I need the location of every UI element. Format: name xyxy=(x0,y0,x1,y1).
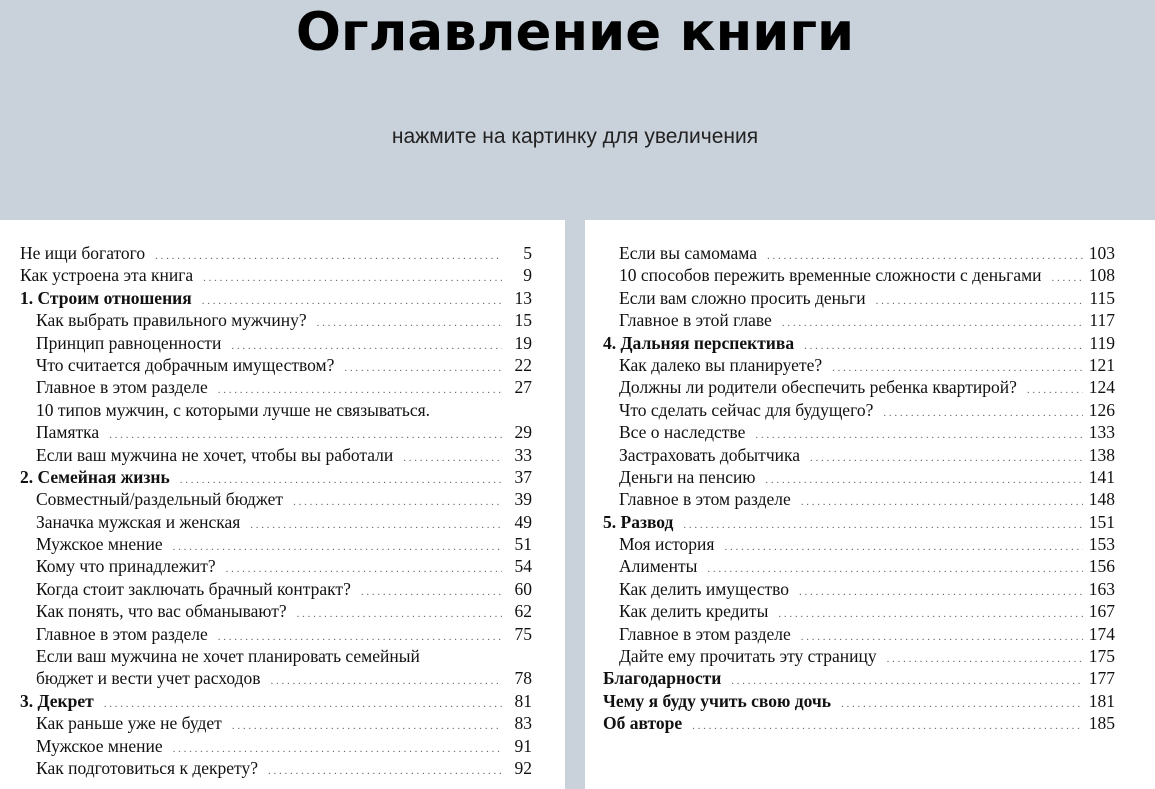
toc-entry-title: Что сделать сейчас для будущего? xyxy=(619,399,874,420)
toc-leader-dots xyxy=(799,581,1083,603)
toc-entry-page: 27 xyxy=(514,377,532,398)
toc-entry xyxy=(20,578,532,600)
toc-entry-title: Мужское мнение xyxy=(36,735,163,756)
toc-leader-dots xyxy=(1027,379,1083,401)
toc-entry-title: Когда стоит заключать брачный контракт? xyxy=(36,578,351,599)
toc-entry-title: 1. Строим отношения xyxy=(20,287,192,308)
page-subtitle: нажмите на картинку для увеличения xyxy=(391,125,759,148)
toc-entry-title: Как далеко вы планируете? xyxy=(619,354,823,375)
toc-entry-title: Если вам сложно просить деньги xyxy=(619,287,866,308)
toc-entry-page: 81 xyxy=(514,690,532,711)
toc-entry-page: 103 xyxy=(1088,243,1115,263)
toc-entry xyxy=(20,533,532,555)
toc-entry-page: 141 xyxy=(1088,466,1115,487)
toc-entry-page: 33 xyxy=(514,444,532,465)
toc-entry xyxy=(20,376,532,398)
toc-entry-title: Дайте ему прочитать эту страницу xyxy=(619,646,877,667)
toc-entry xyxy=(603,667,1115,689)
toc-entry-title: 3. Декрет xyxy=(20,690,94,711)
toc-entry xyxy=(20,667,532,689)
toc-image-left-page[interactable] xyxy=(0,220,565,789)
toc-entry-page: 181 xyxy=(1088,690,1115,711)
toc-entry xyxy=(603,645,1115,667)
toc-entry-title: 5. Развод xyxy=(603,511,674,532)
toc-entry-page: 117 xyxy=(1089,310,1115,331)
toc-entry-title: Мужское мнение xyxy=(36,534,163,555)
toc-entry-page: 39 xyxy=(514,489,532,510)
toc-entry-title: Чему я буду учить свою дочь xyxy=(603,690,832,711)
toc-entry-title: Как устроена эта книга xyxy=(20,265,194,286)
toc-entry-page: 78 xyxy=(514,668,532,689)
toc-entry xyxy=(603,444,1115,466)
toc-entry-page: 83 xyxy=(514,713,532,734)
toc-leader-dots xyxy=(250,514,502,536)
toc-entry-title: Как делить имущество xyxy=(619,578,790,599)
toc-entry xyxy=(20,735,532,757)
toc-leader-dots xyxy=(692,715,1083,737)
page-title: Оглавление книги xyxy=(295,2,855,63)
toc-entry-page: 13 xyxy=(514,287,532,308)
toc-entry xyxy=(20,757,532,779)
toc-entry-title: Главное в этом разделе xyxy=(619,623,791,644)
toc-entry xyxy=(20,264,532,286)
toc-entry-title: Алименты xyxy=(619,556,698,577)
toc-entry-page: 22 xyxy=(514,354,532,375)
toc-entry xyxy=(20,287,532,309)
toc-entry xyxy=(603,712,1115,734)
toc-entry xyxy=(20,421,532,443)
toc-entry-title: бюджет и вести учет расходов xyxy=(36,668,261,689)
toc-entry-page: 153 xyxy=(1088,534,1115,555)
toc-entry xyxy=(603,623,1115,645)
toc-leader-dots xyxy=(268,760,502,782)
toc-entry-page: 148 xyxy=(1088,489,1115,510)
toc-entry xyxy=(603,309,1115,331)
toc-entry-page: 19 xyxy=(514,332,532,353)
toc-entry-page: 151 xyxy=(1088,511,1115,532)
toc-entry-title: Главное в этой главе xyxy=(619,310,772,331)
toc-entry xyxy=(603,421,1115,443)
toc-entry-title: Как раньше уже не будет xyxy=(36,713,222,734)
toc-entry-page: 115 xyxy=(1089,287,1115,308)
toc-entry-title: Главное в этом разделе xyxy=(619,489,791,510)
toc-leader-dots xyxy=(203,267,502,289)
toc-entry-page: 121 xyxy=(1088,354,1115,375)
toc-entry xyxy=(603,690,1115,712)
toc-leader-dots xyxy=(361,581,502,603)
toc-leader-dots xyxy=(778,603,1082,625)
toc-entry xyxy=(603,399,1115,421)
toc-leader-dots xyxy=(1052,267,1083,289)
toc-entry xyxy=(20,354,532,376)
toc-leader-dots xyxy=(232,715,502,737)
toc-entry xyxy=(20,309,532,331)
toc-entry-title: 10 типов мужчин, с которыми лучше не связываться. xyxy=(36,399,431,420)
toc-entry-page: 156 xyxy=(1088,556,1115,577)
toc-entry-title: Как выбрать правильного мужчину? xyxy=(36,310,307,331)
toc-entry-page: 5 xyxy=(523,243,532,263)
toc-entry xyxy=(20,332,532,354)
toc-leader-dots xyxy=(765,469,1082,491)
toc-entry-title: Застраховать добытчика xyxy=(619,444,800,465)
toc-entry xyxy=(20,623,532,645)
toc-entry xyxy=(20,555,532,577)
toc-entry xyxy=(20,399,532,421)
toc-entry xyxy=(20,600,532,622)
toc-leader-dots xyxy=(887,648,1083,670)
toc-leader-dots xyxy=(724,536,1082,558)
toc-entry-title: Совместный/раздельный бюджет xyxy=(36,489,284,510)
toc-entry-title: Как понять, что вас обманывают? xyxy=(36,601,287,622)
toc-entry xyxy=(20,444,532,466)
toc-entry-title: Если ваш мужчина не хочет планировать семейный xyxy=(36,646,420,667)
toc-entry xyxy=(603,332,1115,354)
toc-entry-page: 29 xyxy=(514,422,532,443)
toc-image-right-page[interactable] xyxy=(585,220,1155,789)
toc-entry-title: Памятка xyxy=(36,422,100,443)
toc-entry xyxy=(603,264,1115,286)
toc-entry-page: 15 xyxy=(514,310,532,331)
toc-leader-dots xyxy=(344,357,502,379)
toc-entry-title: Об авторе xyxy=(603,713,683,734)
toc-entry-title: 2. Семейная жизнь xyxy=(20,466,170,487)
toc-entry-page: 60 xyxy=(514,578,532,599)
toc-entry-page: 91 xyxy=(514,735,532,756)
toc-leader-dots xyxy=(801,491,1083,513)
toc-list-left xyxy=(20,242,532,779)
toc-entry xyxy=(20,488,532,510)
toc-entry-page: 9 xyxy=(523,265,532,286)
toc-entry xyxy=(603,376,1115,398)
toc-entry xyxy=(603,242,1115,264)
toc-entry-page: 119 xyxy=(1089,332,1115,353)
toc-entry-title: Деньги на пенсию xyxy=(619,466,756,487)
toc-entry-title: 10 способов пережить временные сложности с деньгами xyxy=(619,265,1042,286)
toc-entry-page: 124 xyxy=(1088,377,1115,398)
toc-entry-page: 174 xyxy=(1088,623,1115,644)
toc-leader-dots xyxy=(782,312,1084,334)
toc-entry-page: 75 xyxy=(514,623,532,644)
toc-leader-dots xyxy=(883,402,1082,424)
toc-leader-dots xyxy=(810,447,1083,469)
toc-entry-page: 51 xyxy=(514,534,532,555)
toc-entry-title: Должны ли родители обеспечить ребенка квартирой? xyxy=(619,377,1017,398)
toc-entry xyxy=(603,287,1115,309)
toc-entry-title: Благодарности xyxy=(603,668,722,689)
toc-entry-page: 108 xyxy=(1088,265,1115,286)
toc-entry-page: 138 xyxy=(1088,444,1115,465)
toc-entry-title: Главное в этом разделе xyxy=(36,623,208,644)
toc-entry-title: Если ваш мужчина не хочет, чтобы вы работали xyxy=(36,444,394,465)
toc-entry-page: 62 xyxy=(514,601,532,622)
toc-entry xyxy=(603,466,1115,488)
toc-list-right xyxy=(603,242,1115,735)
toc-entry xyxy=(603,354,1115,376)
toc-entry xyxy=(603,600,1115,622)
toc-entry xyxy=(20,712,532,734)
toc-entry xyxy=(20,690,532,712)
toc-entry-title: 4. Дальняя перспектива xyxy=(603,332,795,353)
toc-entry xyxy=(20,242,532,264)
toc-entry-title: Заначка мужская и женская xyxy=(36,511,241,532)
toc-entry-page: 167 xyxy=(1088,601,1115,622)
toc-leader-dots xyxy=(403,447,502,469)
toc-leader-dots xyxy=(297,603,502,625)
toc-entry-page: 185 xyxy=(1088,713,1115,734)
toc-leader-dots xyxy=(317,312,502,334)
toc-entry xyxy=(603,578,1115,600)
toc-leader-dots xyxy=(155,245,502,267)
toc-entry-title: Как подготовиться к декрету? xyxy=(36,757,258,778)
toc-entry-title: Что считается добрачным имуществом? xyxy=(36,354,335,375)
toc-entry-title: Как делить кредиты xyxy=(619,601,769,622)
toc-entry-title: Кому что принадлежит? xyxy=(36,556,216,577)
toc-entry xyxy=(603,555,1115,577)
toc-entry xyxy=(20,466,532,488)
toc-leader-dots xyxy=(755,424,1082,446)
toc-leader-dots xyxy=(804,335,1083,357)
toc-entry-title: Принцип равноценности xyxy=(36,332,222,353)
toc-entry xyxy=(20,511,532,533)
toc-leader-dots xyxy=(173,536,502,558)
toc-entry xyxy=(20,645,532,667)
toc-entry-page: 126 xyxy=(1088,399,1115,420)
toc-entry xyxy=(603,533,1115,555)
toc-entry-page: 54 xyxy=(514,556,532,577)
toc-entry-page: 175 xyxy=(1088,646,1115,667)
toc-entry-title: Моя история xyxy=(619,534,715,555)
toc-entry-page: 163 xyxy=(1088,578,1115,599)
toc-entry-page: 49 xyxy=(514,511,532,532)
toc-leader-dots xyxy=(271,670,502,692)
toc-entry xyxy=(603,488,1115,510)
toc-leader-dots xyxy=(293,491,502,513)
toc-leader-dots xyxy=(841,693,1083,715)
toc-entry-page: 133 xyxy=(1088,422,1115,443)
toc-entry-title: Не ищи богатого xyxy=(20,243,146,263)
toc-entry-page: 92 xyxy=(514,757,532,778)
toc-leader-dots xyxy=(683,514,1082,536)
toc-entry-title: Если вы самомама xyxy=(619,243,758,263)
toc-leader-dots xyxy=(876,290,1084,312)
toc-entry xyxy=(603,511,1115,533)
toc-entry-title: Главное в этом разделе xyxy=(36,377,208,398)
toc-entry-page: 177 xyxy=(1088,668,1115,689)
toc-entry-title: Все о наследстве xyxy=(619,422,746,443)
toc-entry-page: 37 xyxy=(514,466,532,487)
